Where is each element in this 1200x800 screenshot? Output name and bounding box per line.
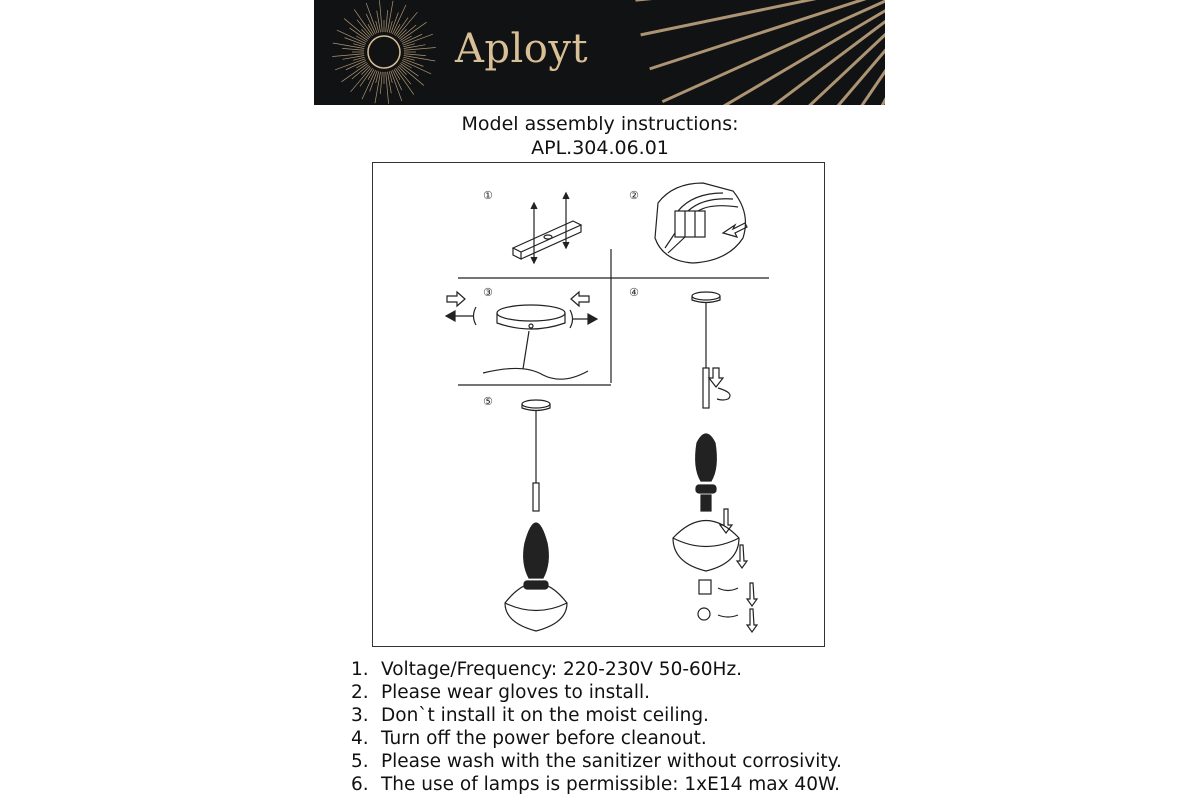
brand-logo: Aployt	[455, 26, 589, 72]
step-number-2: ②	[629, 189, 639, 202]
step-number-5: ⑤	[483, 395, 493, 408]
mounting-bracket-icon	[513, 193, 581, 263]
note-item: 5. Please wash with the sanitizer without corrosivity.	[351, 751, 842, 772]
note-item: 3. Don`t install it on the moist ceiling.	[351, 705, 709, 726]
note-item: 4. Turn off the power before cleanout.	[351, 728, 707, 749]
installation-notes	[351, 658, 842, 796]
instructions-title: Model assembly instructions:	[461, 113, 739, 135]
sunburst-decoration	[314, 0, 885, 105]
lamp-exploded-icon	[673, 292, 757, 632]
note-item: 2. Please wear gloves to install.	[351, 682, 651, 703]
assembly-diagram	[372, 162, 825, 647]
assembly-drawing	[373, 163, 826, 648]
step-number-4: ④	[629, 286, 639, 299]
note-item: 1. Voltage/Frequency: 220-230V 50-60Hz.	[351, 659, 743, 680]
note-item: 6. The use of lamps is permissible: 1xE14 max 40W.	[351, 774, 841, 795]
wire-terminal-icon	[655, 183, 747, 263]
canopy-fixing-icon	[446, 292, 597, 379]
assembled-lamp-icon	[505, 400, 567, 631]
model-number: APL.304.06.01	[531, 137, 669, 159]
step-number-1: ①	[483, 189, 493, 202]
brand-banner	[314, 0, 885, 105]
sun-logo-icon	[368, 36, 400, 68]
step-number-3: ③	[483, 286, 493, 299]
